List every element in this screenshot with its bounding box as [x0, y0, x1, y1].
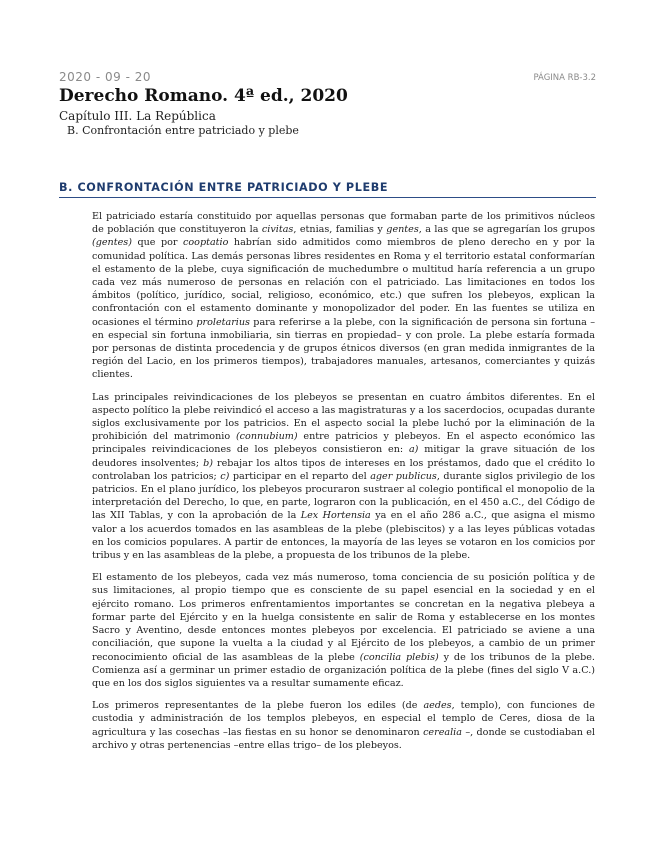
text-run: participar en el reparto del — [229, 470, 371, 482]
italic-term: (connubium) — [235, 431, 298, 443]
italic-term: b) — [203, 457, 213, 469]
document-date: 2020 - 09 - 20 — [59, 70, 151, 84]
italic-term: gentes — [386, 224, 419, 236]
italic-term: a) — [408, 444, 419, 456]
text-run: habrían sido admitidos como miembros de pleno derecho en y por la comunidad política. Las demás personas libres residentes en Roma y el territorio estatal conformarían el estamento de la plebe, cuya significación de muchedumbre o multitud haría referencia a un grupo cada vez más numeroso de personas en relación con el patriciado. Las limitaciones en todos los ámbitos (político, jurídico, social, religioso, económico, etc.) que sufren los plebeyos, explican la confrontación con el estamento dominante y monopolizador del poder. En las fuentes se utiliza en ocasiones el término — [92, 237, 595, 328]
text-run: mitigar la grave situación de los deudores insolventes; — [92, 444, 595, 469]
text-run: entre patricios y plebeyos. En el aspecto económico las principales reivindicaciones de los plebeyos consistieron en: — [92, 431, 595, 456]
subsection-title: B. Confrontación entre patriciado y plebe — [67, 124, 299, 137]
italic-term: civitas — [261, 224, 294, 236]
body-text — [92, 210, 595, 761]
italic-term: c) — [220, 470, 230, 482]
text-run: y de los tribunos de la plebe. Comienza así a germinar un primer estadio de organización política de la plebe (fines del siglo V a.C.) que en los dos siglos siguientes va a resultar sumamente eficaz. — [92, 651, 595, 689]
book-title: Derecho Romano. 4ª ed., 2020 — [59, 86, 348, 106]
page-header — [59, 70, 596, 137]
text-run: Los primeros representantes de la plebe fueron los ediles (de — [92, 700, 424, 712]
text-run: , durante siglos privilegio de los patricios. En el plano jurídico, los plebeyos procuraron sustraer al colegio pontifical el monopolio de la interpretación del Derecho, lo que, en parte, lograron con la publicación, en el 450 a.C., del Código de las XII Tablas, y con la aprobación de la — [92, 470, 595, 522]
text-run: que por — [131, 237, 184, 249]
italic-term: proletarius — [196, 316, 250, 328]
text-run: , templo), con funciones de custodia y administración de los templos plebeyos, en especial el templo de Ceres, diosa de la agricultura y las cosechas –las fiestas en su honor se denominaron — [92, 700, 595, 738]
italic-term: cooptatio — [183, 237, 229, 249]
italic-term: ager publicus — [370, 470, 437, 482]
italic-term: aedes — [423, 700, 452, 712]
text-run: , a las que se agregarían los grupos — [418, 224, 595, 236]
paragraph-2 — [92, 391, 595, 563]
text-run: ya en el año 286 a.C., que asigna el mismo valor a los acuerdos tomados en las asambleas de la plebe (plebiscitos) y a las leyes públicas votadas en los comicios populares. A partir de entonces, la mayoría de las leyes se votaron en los comicios por tribus y en las asambleas de la plebe, a propuesta de los tribunos de la plebe. — [92, 510, 595, 562]
text-run: rebajar los altos tipos de intereses en los préstamos, dado que el crédito lo controlaban los patricios; — [92, 457, 596, 482]
text-run: , etnias, familias y — [293, 224, 387, 236]
paragraph-1 — [92, 210, 595, 382]
text-run: –, donde se custodiaban el archivo y otras pertenencias –entre ellas trigo– de los plebeyos. — [92, 726, 595, 751]
text-run: El patriciado estaría constituido por aquellas personas que formaban parte de los primitivos núcleos de población que constituyeron la — [92, 211, 595, 236]
italic-term: Lex Hortensia — [300, 510, 371, 522]
paragraph-3 — [92, 571, 595, 690]
paragraph-4 — [92, 699, 595, 752]
italic-term: (gentes) — [92, 237, 132, 249]
italic-term: (concilia plebis) — [359, 651, 439, 663]
section-header — [59, 181, 596, 198]
italic-term: cerealia — [423, 726, 462, 738]
text-run: Las principales reivindicaciones de los plebeyos se presentan en cuatro ámbitos diferentes. En el aspecto político la plebe reivindicó el acceso a las magistraturas y a los sacerdocios, ocupadas durante siglos exclusivamente por los patricios. En el aspecto social la plebe luchó por la eliminación de la prohibición del matrimonio — [92, 391, 595, 443]
page-number: PÁGINA RB-3.2 — [533, 73, 596, 83]
section-heading: B. CONFRONTACIÓN ENTRE PATRICIADO Y PLEBE — [59, 181, 596, 198]
text-run: El estamento de los plebeyos, cada vez más numeroso, toma conciencia de su posición política y de sus limitaciones, al propio tiempo que es consciente de su papel esencial en la sociedad y en el ejército romano. Los primeros enfrentamientos importantes se concretan en la negativa plebeya a formar parte del Ejército y en la huelga consistente en salir de Roma y establecerse en los montes Sacro y Aventino, desde entonces montes plebeyos por excelencia. El patriciado se aviene a una conciliación, que supone la vuelta a la ciudad y al Ejército de los plebeyos, a cambio de un primer reconocimiento oficial de las asambleas de la plebe — [92, 572, 595, 663]
text-run: para referirse a la plebe, con la significación de persona sin fortuna –en especial sin fortuna inmobiliaria, sin tierras en propiedad– y con prole. La plebe estaría formada por personas de distinta procedencia y de grupos étnicos diversos (en gran medida inmigrantes de la región del Lacio, en los primeros tiempos), trabajadores manuales, artesanos, comerciantes y quizás clientes. — [92, 316, 595, 381]
chapter-title: Capítulo III. La República — [59, 109, 216, 123]
